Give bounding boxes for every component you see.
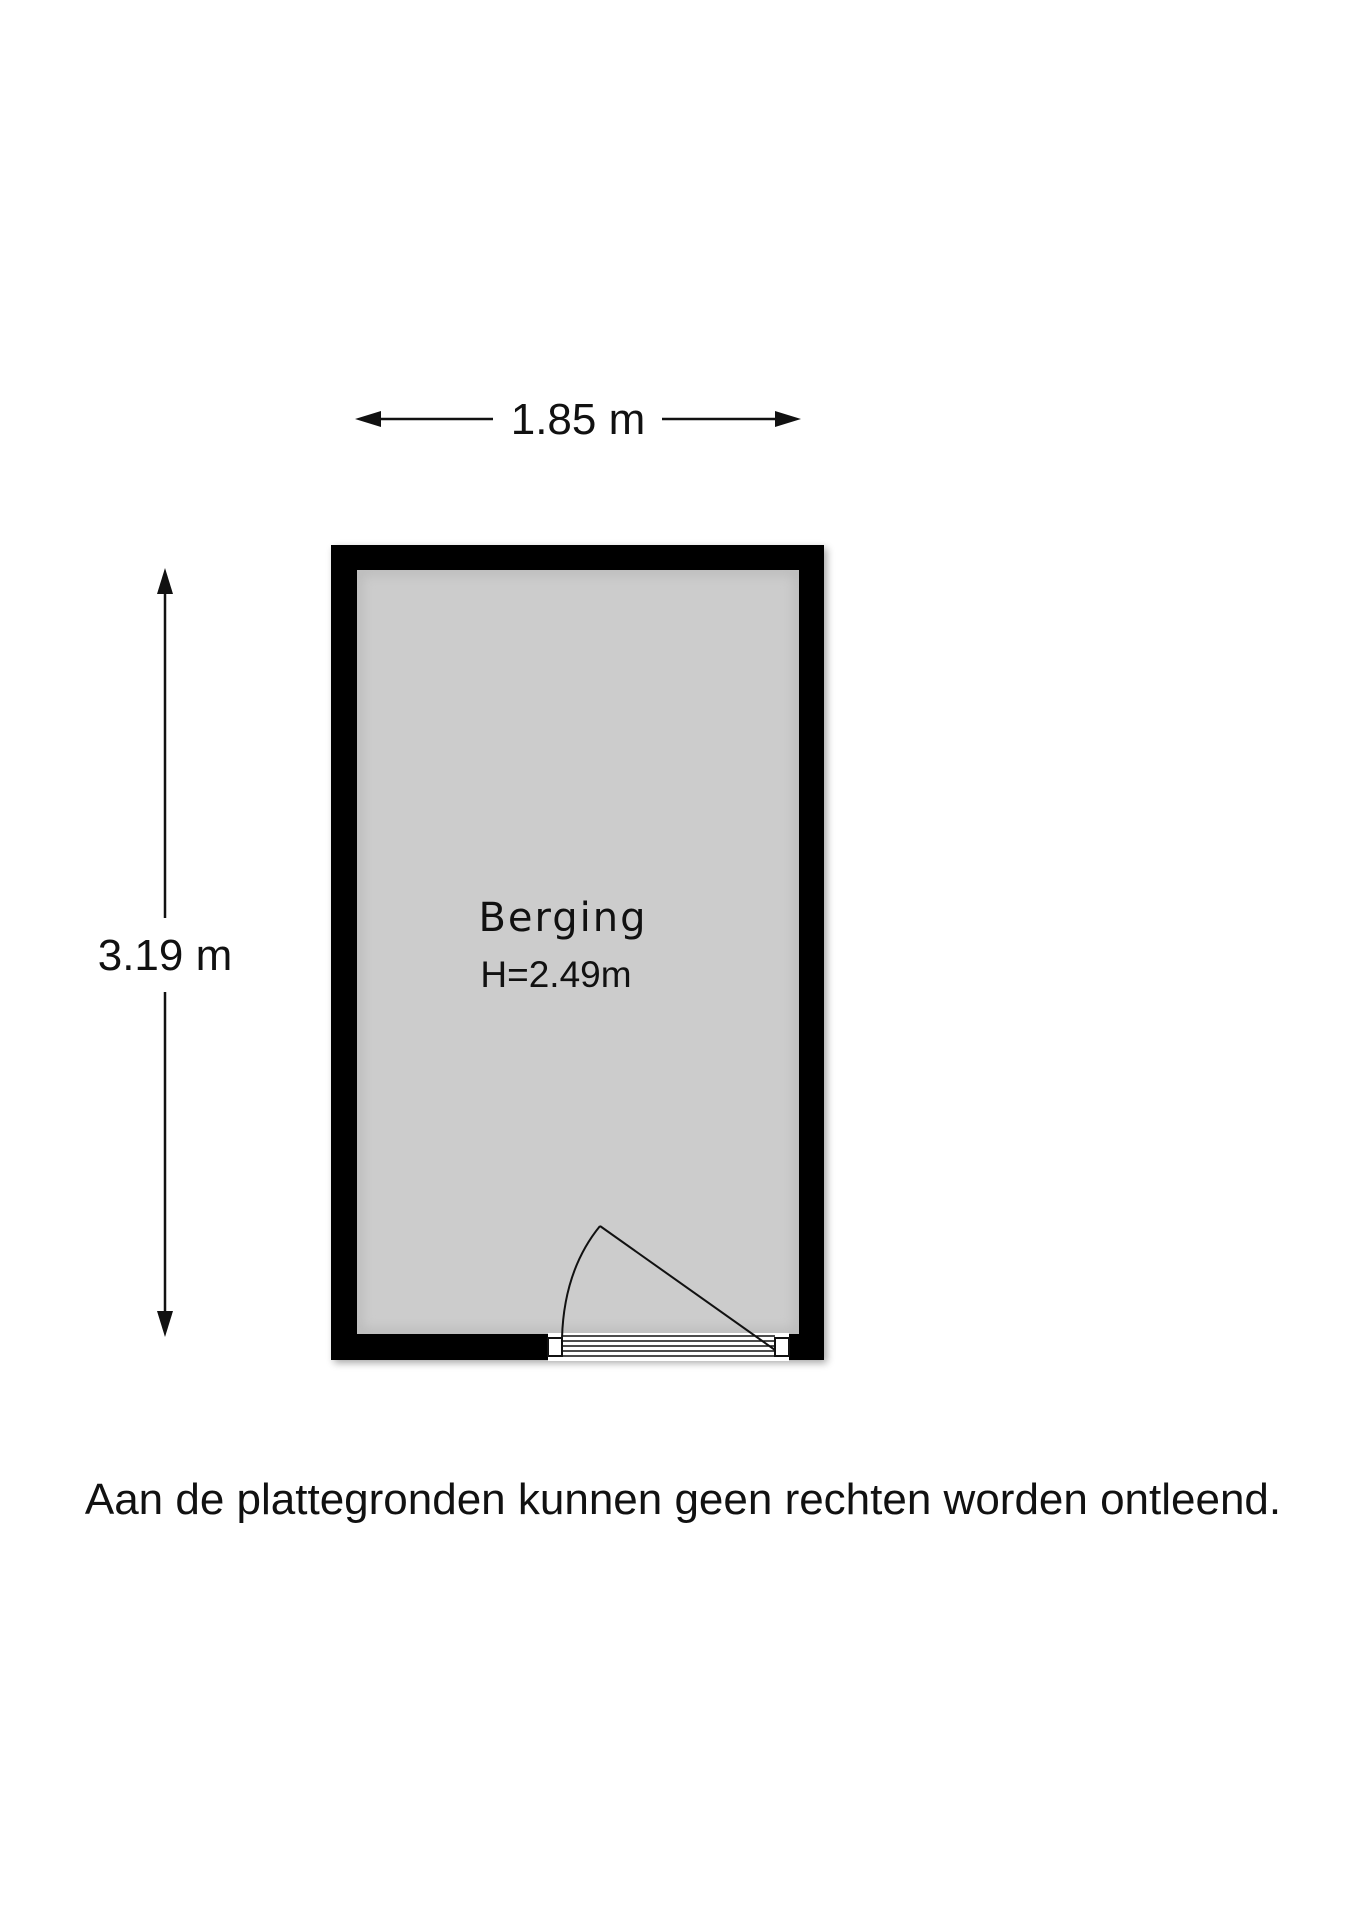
disclaimer-text: Aan de plattegronden kunnen geen rechten worden ontleend. xyxy=(84,1475,1282,1524)
arrowhead-left-icon xyxy=(355,411,381,427)
arrowhead-down-icon xyxy=(157,1311,173,1337)
door-opening xyxy=(548,1333,789,1361)
door-jamb-left xyxy=(548,1338,562,1356)
arrowhead-right-icon xyxy=(775,411,801,427)
room-height: H=2.49m xyxy=(480,954,632,995)
door-jamb-right xyxy=(775,1338,789,1356)
room-floor xyxy=(357,570,799,1334)
depth-dimension-label: 3.19 m xyxy=(97,931,233,980)
width-dimension xyxy=(355,395,801,444)
arrowhead-up-icon xyxy=(157,568,173,594)
depth-dimension xyxy=(98,568,233,1337)
room-name: Berging xyxy=(478,895,648,941)
width-dimension-label: 1.85 m xyxy=(510,395,646,444)
room-berging xyxy=(331,545,824,1361)
